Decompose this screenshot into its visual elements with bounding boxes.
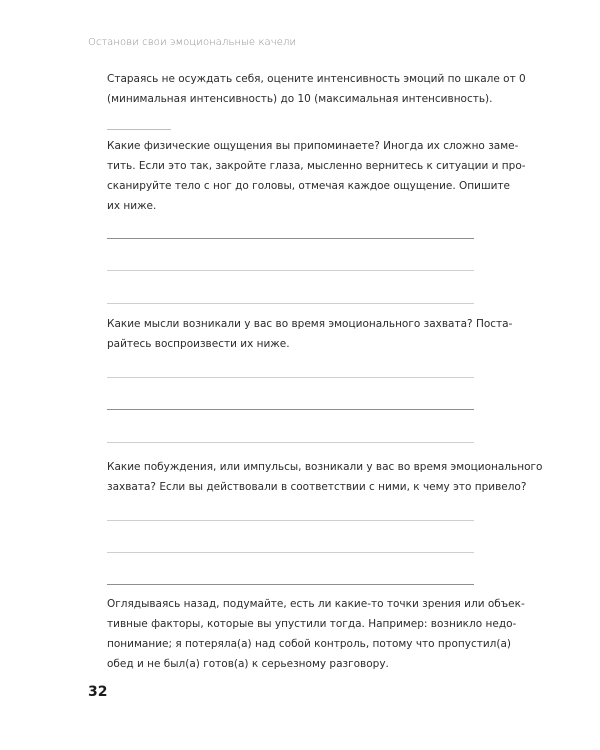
text-line: обед и не был(а) готов(а) к серьезному разговору.: [107, 658, 389, 670]
text-line: понимание; я потеряла(а) над собой контроль, потому что пропустил(а): [107, 638, 512, 650]
text-line: тить. Если это так, закройте глаза, мысленно вернитесь к ситуации и про-: [107, 160, 526, 172]
answer-line[interactable]: [107, 377, 474, 378]
answer-line[interactable]: [107, 584, 474, 585]
text-line: Оглядываясь назад, подумайте, есть ли какие-то точки зрения или объек-: [107, 598, 525, 610]
answer-line[interactable]: [107, 552, 474, 553]
text-line: Стараясь не осуждать себя, оцените интенсивность эмоций по шкале от 0: [107, 73, 526, 85]
text-line: Какие мысли возникали у вас во время эмоционального захвата? Поста-: [107, 318, 513, 330]
question-thoughts: [107, 314, 513, 354]
text-line: райтесь воспроизвести их ниже.: [107, 338, 290, 350]
answer-line[interactable]: [107, 520, 474, 521]
running-head: Останови свои эмоциональные качели: [88, 37, 297, 48]
section-divider: [107, 129, 171, 130]
text-line: тивные факторы, которые вы упустили тогда. Например: возникло недо-: [107, 618, 517, 630]
question-impulses: [107, 457, 543, 497]
page-number: 32: [88, 684, 108, 700]
intro-paragraph: [107, 69, 526, 109]
text-line: их ниже.: [107, 200, 157, 212]
answer-line[interactable]: [107, 303, 474, 304]
question-overlooked-factors: [107, 594, 525, 674]
text-line: захвата? Если вы действовали в соответствии с ними, к чему это привело?: [107, 481, 527, 493]
text-line: Какие побуждения, или импульсы, возникали у вас во время эмоционального: [107, 461, 543, 473]
answer-line[interactable]: [107, 409, 474, 410]
text-line: (минимальная интенсивность) до 10 (максимальная интенсивность).: [107, 93, 493, 105]
answer-line[interactable]: [107, 442, 474, 443]
answer-line[interactable]: [107, 270, 474, 271]
text-line: Какие физические ощущения вы припоминаете? Иногда их сложно заме-: [107, 140, 519, 152]
question-physical-sensations: [107, 136, 526, 216]
answer-line[interactable]: [107, 238, 474, 239]
text-line: сканируйте тело с ног до головы, отмечая каждое ощущение. Опишите: [107, 180, 511, 192]
